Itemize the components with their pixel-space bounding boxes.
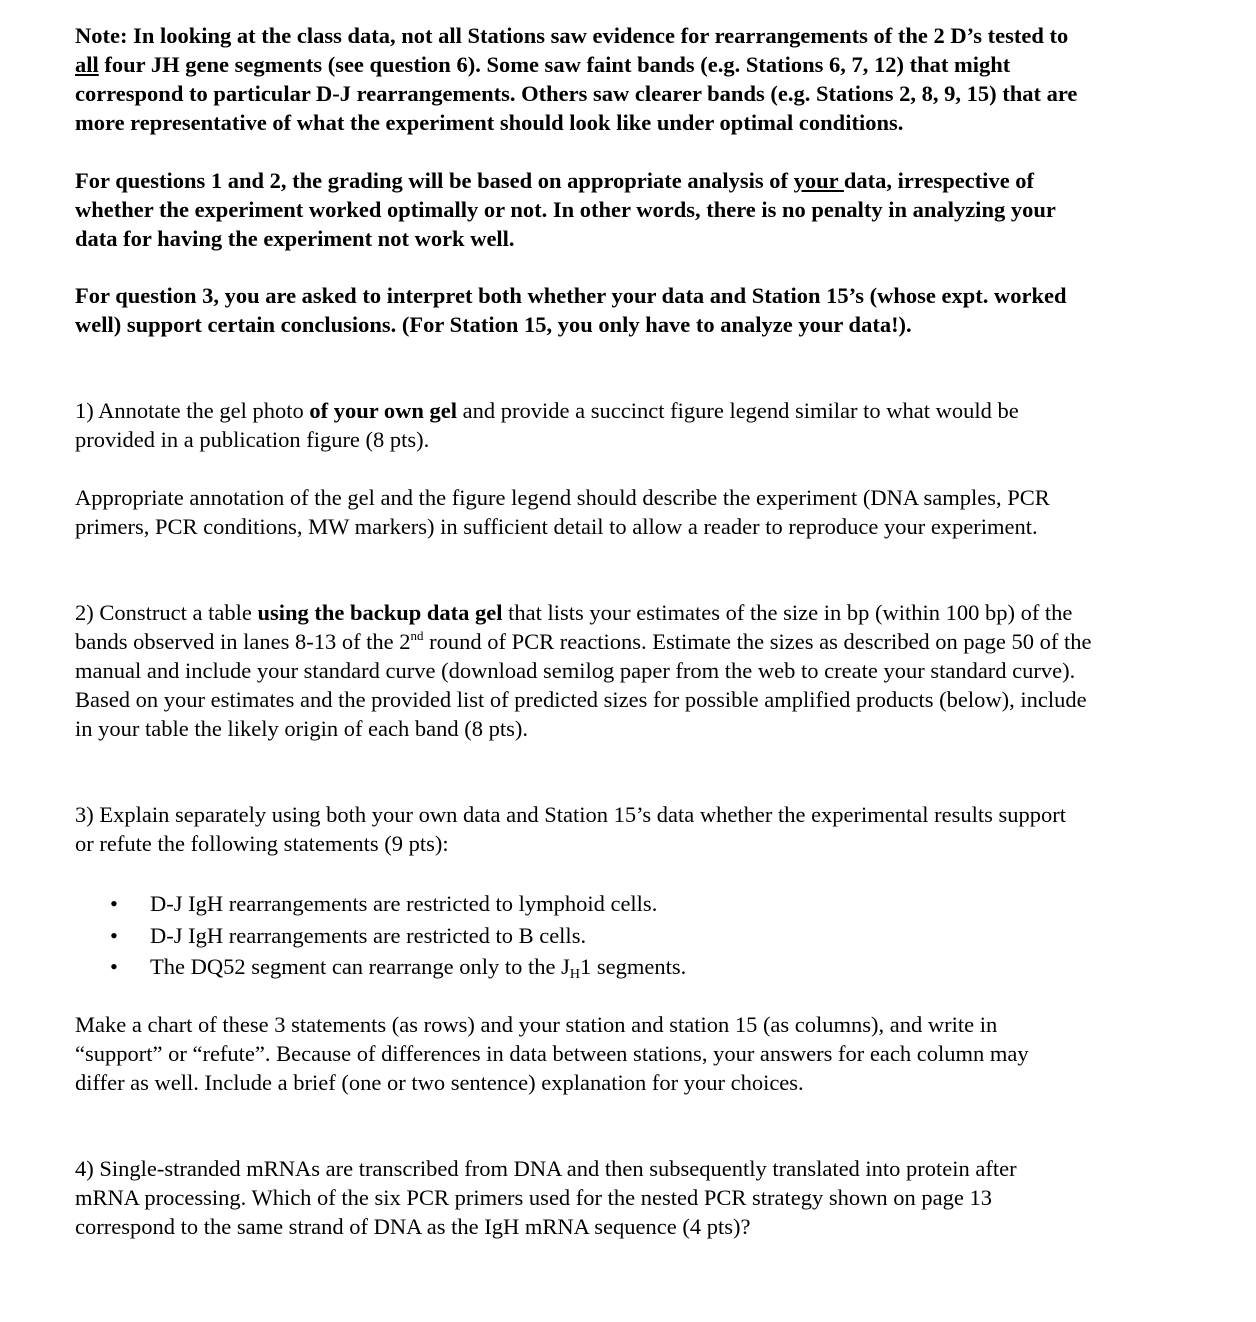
underlined-your: your (793, 168, 844, 193)
annotation-line-2: primers, PCR conditions, MW markers) in sufficient detail to allow a reader to reproduce your experiment. (75, 514, 1038, 539)
q1-bold: of your own gel (309, 398, 458, 423)
q1-text-b: and provide a succinct figure legend similar to what would be (457, 398, 1019, 423)
q2-text-b: that lists your estimates of the size in bp (within 100 bp) of the (502, 600, 1073, 625)
q2-line-5: in your table the likely origin of each band (8 pts). (75, 716, 528, 741)
grading-line-2: whether the experiment worked optimally or not. In other words, there is no penalty in analyzing your (75, 197, 1056, 222)
chart-line-1: Make a chart of these 3 statements (as rows) and your station and station 15 (as columns), and write in (75, 1012, 998, 1037)
note-line-2 (75, 50, 1077, 79)
annotation-paragraph (75, 483, 1050, 541)
grading-line-1 (75, 166, 1056, 195)
underlined-all: all (75, 52, 99, 77)
note-paragraph (75, 21, 1077, 137)
subscript-h: H (569, 967, 580, 982)
q3-line-1: 3) Explain separately using both your own data and Station 15’s data whether the experimental results support (75, 802, 1067, 827)
q3-note-line-1: For question 3, you are asked to interpret both whether your data and Station 15’s (whose expt. worked (75, 283, 1067, 308)
question-3 (75, 800, 1066, 858)
note-line-4: more representative of what the experiment should look like under optimal conditions. (75, 110, 904, 135)
bullet-icon: • (110, 923, 118, 948)
q4-line-3: correspond to the same strand of DNA as the IgH mRNA sequence (4 pts)? (75, 1214, 751, 1239)
q4-line-2: mRNA processing. Which of the six PCR primers used for the nested PCR strategy shown on page 13 (75, 1185, 992, 1210)
q1-text-a: 1) Annotate the gel photo (75, 398, 310, 423)
q2-line-3: manual and include your standard curve (download semilog paper from the web to create your standard curve). (75, 658, 1076, 683)
question-1 (75, 396, 1019, 454)
q2-line-1 (75, 598, 1092, 627)
question-4 (75, 1154, 1017, 1241)
bullet-icon: • (110, 954, 118, 979)
superscript-nd: nd (410, 628, 424, 643)
q1-line-2: provided in a publication figure (8 pts). (75, 427, 430, 452)
q2-line-4: Based on your estimates and the provided list of predicted sizes for possible amplified products (below), include (75, 687, 1087, 712)
q2-line-2b: round of PCR reactions. Estimate the sizes as described on page 50 of the (423, 629, 1092, 654)
question-2 (75, 598, 1092, 743)
q3-line-2: or refute the following statements (9 pts): (75, 831, 449, 856)
note-line-1: Note: In looking at the class data, not all Stations saw evidence for rearrangements of the 2 D’s tested to (75, 23, 1069, 48)
statement-2 (110, 921, 586, 950)
question-3-note (75, 281, 1067, 339)
note-line-2-text: four JH gene segments (see question 6). Some saw faint bands (e.g. Stations 6, 7, 12) that might (98, 52, 1011, 77)
grading-line-1a: For questions 1 and 2, the grading will be based on appropriate analysis of (75, 168, 794, 193)
note-line-3: correspond to particular D-J rearrangements. Others saw clearer bands (e.g. Stations 2, 8, 9, 15) that are (75, 81, 1078, 106)
annotation-line-1: Appropriate annotation of the gel and the figure legend should describe the experiment (DNA samples, PCR (75, 485, 1050, 510)
q2-line-2 (75, 627, 1092, 656)
grading-line-3: data for having the experiment not work well. (75, 226, 515, 251)
bullet-icon: • (110, 891, 118, 916)
q2-text-a: 2) Construct a table (75, 600, 258, 625)
statement-3-text-a: The DQ52 segment can rearrange only to the J (150, 954, 570, 979)
q3-note-line-2: well) support certain conclusions. (For Station 15, you only have to analyze your data!). (75, 312, 912, 337)
q2-bold: using the backup data gel (257, 600, 503, 625)
q4-line-1: 4) Single-stranded mRNAs are transcribed from DNA and then subsequently translated into protein after (75, 1156, 1017, 1181)
q2-line-2a: bands observed in lanes 8-13 of the 2 (75, 629, 411, 654)
statement-3-text-b: 1 segments. (579, 954, 687, 979)
statement-2-text: D-J IgH rearrangements are restricted to B cells. (150, 923, 587, 948)
statement-3 (110, 952, 686, 981)
chart-line-3: differ as well. Include a brief (one or two sentence) explanation for your choices. (75, 1070, 804, 1095)
q1-line-1 (75, 396, 1019, 425)
chart-line-2: “support” or “refute”. Because of differences in data between stations, your answers for each column may (75, 1041, 1029, 1066)
chart-instructions (75, 1010, 1029, 1097)
grading-paragraph (75, 166, 1056, 253)
statement-1-text: D-J IgH rearrangements are restricted to lymphoid cells. (150, 891, 658, 916)
grading-line-1b: data, irrespective of (843, 168, 1035, 193)
statement-1 (110, 889, 657, 918)
